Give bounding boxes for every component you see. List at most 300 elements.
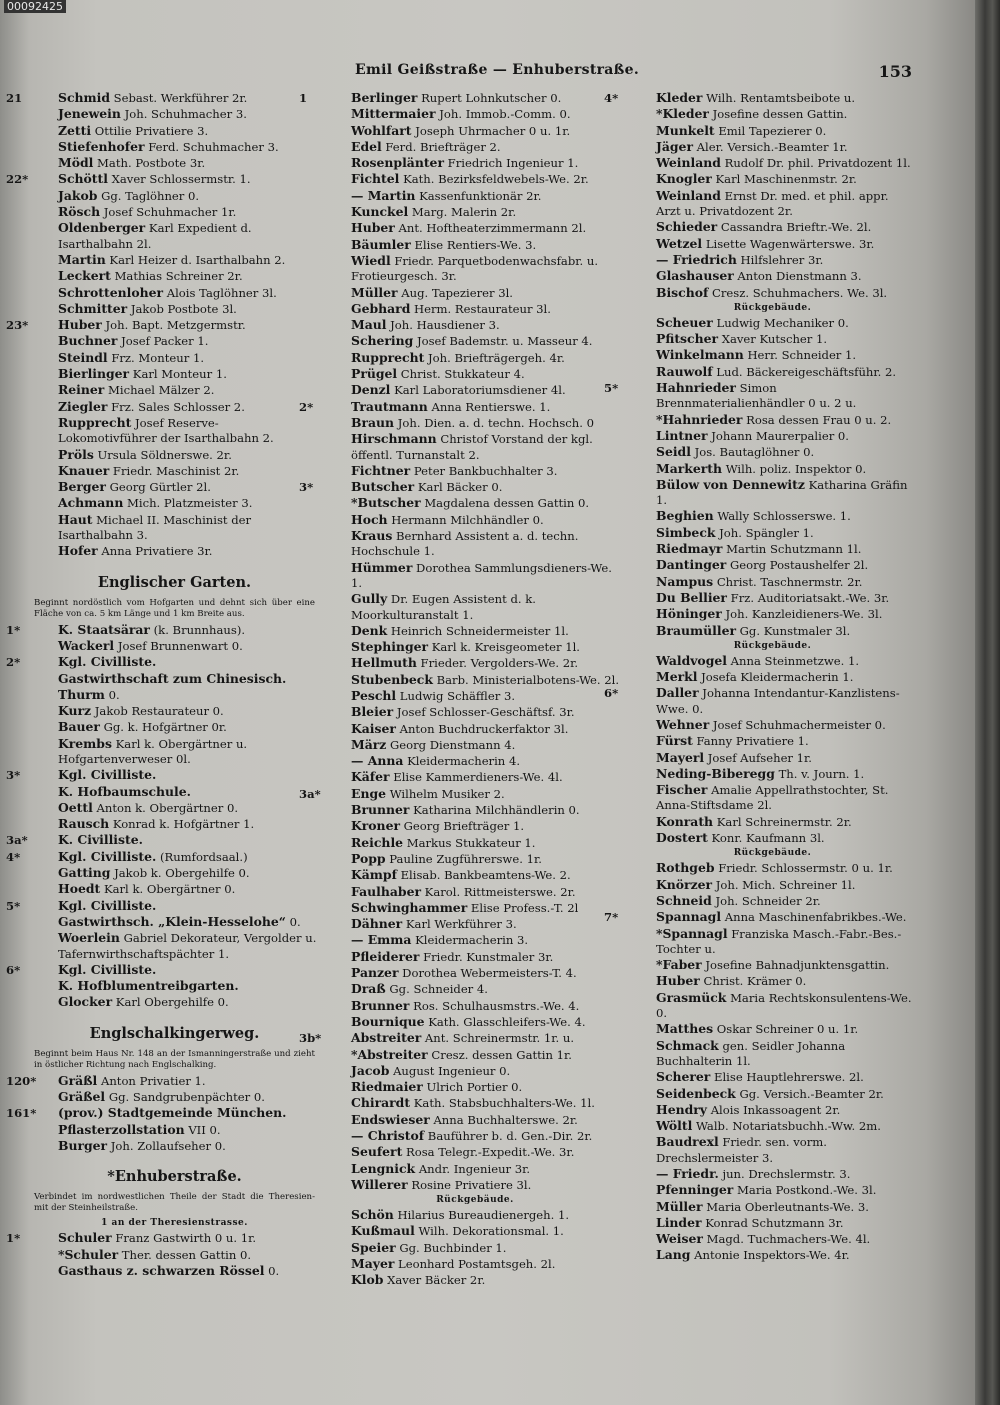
directory-entry xyxy=(32,800,317,816)
directory-entry xyxy=(325,1223,625,1239)
resident-name: — Friedrich xyxy=(656,251,737,267)
resident-name: Schmid xyxy=(58,90,110,105)
resident-details: Kath. Glasschleifers-We. 4. xyxy=(428,1014,586,1029)
directory-entry xyxy=(32,252,317,268)
directory-entry xyxy=(630,508,915,524)
resident-name: Popp xyxy=(351,850,386,866)
resident-name: Rupprecht xyxy=(58,414,132,430)
resident-name: Rothgeb xyxy=(656,860,715,876)
resident-name: Riedmayr xyxy=(656,541,723,557)
directory-entry xyxy=(325,1079,625,1095)
resident-details: Rosa dessen Frau 0 u. 2. xyxy=(746,412,892,427)
resident-details: Anna Rentierswe. 1. xyxy=(431,399,551,414)
directory-entry xyxy=(630,860,915,876)
directory-entry xyxy=(325,204,625,220)
resident-details: Ant. Schreinermstr. 1r. u. xyxy=(424,1031,575,1046)
directory-entry xyxy=(325,737,625,753)
resident-details: Karol. Rittmeisterswe. 2r. xyxy=(424,884,576,899)
resident-name: Gasthaus z. schwarzen Rössel xyxy=(58,1262,265,1278)
directory-entry xyxy=(325,560,625,592)
page-title: Emil Geißstraße — Enhuberstraße. xyxy=(355,62,639,78)
directory-entry xyxy=(6,832,317,848)
directory-entry xyxy=(630,268,915,284)
book-edge xyxy=(975,0,1000,1405)
resident-details: Gg. Buchbinder 1. xyxy=(399,1240,507,1255)
resident-name: Knauer xyxy=(58,462,110,478)
resident-name: Pröls xyxy=(58,446,94,462)
resident-details: Friedr. Maschinist 2r. xyxy=(112,463,240,478)
directory-entry xyxy=(630,412,915,428)
directory-entry xyxy=(32,1122,317,1138)
resident-name: Schön xyxy=(351,1207,394,1223)
resident-name: Kämpf xyxy=(351,867,397,883)
resident-name: Stephinger xyxy=(351,639,429,655)
house-number: 23* xyxy=(6,318,29,333)
resident-details: Xaver Schlossermstr. 1. xyxy=(111,172,251,187)
directory-entry xyxy=(32,719,317,735)
directory-entry xyxy=(6,1105,317,1121)
column-1 xyxy=(6,90,317,1279)
directory-entry xyxy=(630,331,915,347)
resident-name: Speier xyxy=(351,1239,396,1255)
directory-entry xyxy=(630,155,915,171)
resident-name: Bleier xyxy=(351,704,394,720)
resident-details: Georg Briefträger 1. xyxy=(403,819,525,834)
resident-details: Jos. Bautaglöhner 0. xyxy=(694,445,815,460)
directory-entry xyxy=(299,479,625,495)
resident-name: Glashauser xyxy=(656,268,734,284)
directory-entry xyxy=(32,543,317,559)
directory-entry xyxy=(325,106,625,122)
directory-entry xyxy=(299,398,625,415)
directory-entry xyxy=(32,784,317,800)
directory-entry xyxy=(325,1047,625,1063)
directory-entry xyxy=(325,623,625,639)
resident-name: Seidenbeck xyxy=(656,1085,736,1101)
directory-entry xyxy=(604,380,915,412)
resident-name: — Christof xyxy=(351,1128,425,1143)
resident-name: Du Bellier xyxy=(656,589,727,605)
entry-list xyxy=(604,90,915,301)
house-number: 161* xyxy=(6,1106,37,1121)
resident-name: Burger xyxy=(58,1137,108,1153)
directory-entry xyxy=(325,802,625,818)
directory-entry xyxy=(32,415,317,447)
resident-name: Gastwirthschaft zum Chinesisch. Thurm xyxy=(58,670,287,702)
directory-entry xyxy=(630,717,915,733)
resident-name: Oldenberger xyxy=(58,220,146,236)
resident-details: Gg. Versich.-Beamter 2r. xyxy=(739,1086,884,1101)
resident-details: Emil Tapezierer 0. xyxy=(718,123,827,138)
resident-name: Trautmann xyxy=(351,398,428,414)
resident-name: Peschl xyxy=(351,687,397,703)
resident-details: Maria Oberleutnants-We. 3. xyxy=(706,1199,869,1214)
directory-entry xyxy=(325,655,625,671)
resident-details: Christof Vorstand der kgl. öffentl. Turnanstalt 2. xyxy=(351,432,593,462)
resident-name: Seufert xyxy=(351,1144,403,1160)
resident-details: Josefine dessen Gattin. xyxy=(712,107,848,122)
resident-name: Schöttl xyxy=(58,171,108,187)
resident-details: Elise Rentiers-We. 3. xyxy=(414,237,537,252)
resident-details: Amalie Appellrathstochter, St. Anna-Stiftsdame 2l. xyxy=(656,783,889,813)
resident-name: Mittermaier xyxy=(351,106,436,122)
resident-name: Jäger xyxy=(656,138,693,154)
directory-entry xyxy=(325,753,625,769)
resident-name: Fischer xyxy=(656,782,708,798)
resident-name: Kroner xyxy=(351,818,400,834)
directory-entry xyxy=(630,623,915,639)
house-number: 3b* xyxy=(299,1031,322,1046)
directory-entry xyxy=(325,867,625,883)
resident-name: Rösch xyxy=(58,204,101,220)
directory-entry xyxy=(630,926,915,958)
resident-name: *Spannagl xyxy=(656,925,728,941)
resident-details: Gg. Kunstmaler 3l. xyxy=(739,623,851,638)
resident-details: Frz. Sales Schlosser 2. xyxy=(111,399,245,414)
resident-name: Dantinger xyxy=(656,557,727,573)
resident-name: Weinland xyxy=(656,187,721,203)
resident-name: *Faber xyxy=(656,957,702,973)
resident-details: Friedr. Kunstmaler 3r. xyxy=(423,949,554,964)
resident-name: Kraus xyxy=(351,528,393,544)
resident-name: Höninger xyxy=(656,606,722,622)
directory-entry xyxy=(325,835,625,851)
resident-details: Josefine Bahnadjunktensgattin. xyxy=(705,958,890,973)
resident-details: Th. v. Journ. 1. xyxy=(778,766,865,781)
directory-entry xyxy=(32,881,317,897)
resident-name: Schneid xyxy=(656,892,712,908)
directory-entry xyxy=(325,1272,625,1288)
directory-entry xyxy=(630,188,915,220)
directory-entry xyxy=(325,704,625,720)
resident-details: August Ingenieur 0. xyxy=(393,1063,511,1078)
directory-entry xyxy=(6,961,317,978)
directory-entry xyxy=(630,1118,915,1134)
resident-details: Karl Werkführer 3. xyxy=(405,917,517,932)
resident-details: Jakob Restaurateur 0. xyxy=(94,704,224,719)
section-note: Beginnt nordöstlich vom Hofgarten und dehnt sich über eine Fläche von ca. 5 km Länge und 1 km Breite aus. xyxy=(34,597,315,619)
directory-entry xyxy=(630,766,915,782)
resident-details: Antonie Inspektors-We. 4r. xyxy=(694,1248,850,1263)
resident-details: Barb. Ministerialbotens-We. 2l. xyxy=(436,672,620,687)
directory-entry xyxy=(630,1182,915,1198)
directory-entry xyxy=(32,382,317,398)
resident-name: Prügel xyxy=(351,366,398,382)
rear-building-label: Rückgebäude. xyxy=(733,848,812,859)
resident-details: Kleidermacherin 4. xyxy=(407,754,521,769)
resident-details: Johann Maurerpalier 0. xyxy=(711,428,849,443)
resident-details: Konrad k. Hofgärtner 1. xyxy=(112,817,255,832)
directory-entry xyxy=(32,816,317,832)
resident-details: Karl Heizer d. Isarthalbahn 2. xyxy=(109,252,286,267)
section-note: Verbindet im nordwestlichen Theile der Stadt die Theresien- mit der Steinheilstraße. xyxy=(34,1192,315,1214)
resident-details: Heinrich Schneidermeister 1l. xyxy=(390,623,569,638)
resident-name: Bauer xyxy=(58,719,100,735)
resident-details: Mathias Schreiner 2r. xyxy=(114,269,243,284)
directory-entry xyxy=(630,957,915,973)
resident-details: Kassenfunktionär 2r. xyxy=(419,188,542,203)
directory-entry xyxy=(630,106,915,122)
resident-details: Markus Stukkateur 1. xyxy=(406,835,536,850)
resident-details: Elise Profess.-T. 2l xyxy=(470,900,579,915)
resident-details: Hilarius Bureaudienergeh. 1. xyxy=(397,1208,570,1223)
directory-entry xyxy=(630,606,915,622)
directory-entry xyxy=(604,909,915,925)
resident-name: Stubenbeck xyxy=(351,671,433,687)
directory-entry xyxy=(32,495,317,511)
directory-entry xyxy=(630,236,915,252)
directory-entry xyxy=(630,347,915,363)
resident-name: Schrottenloher xyxy=(58,284,164,300)
resident-name: — Friedr. xyxy=(656,1166,719,1181)
resident-details: Ursula Söldnerswe. 2r. xyxy=(97,447,232,462)
resident-name: Pfleiderer xyxy=(351,948,420,964)
resident-name: Seidl xyxy=(656,444,691,460)
resident-details: Ludwig Schäffler 3. xyxy=(399,688,516,703)
resident-details: Kath. Bezirksfeldwebels-We. 2r. xyxy=(403,172,589,187)
resident-details: Lisette Wagenwärterswe. 3r. xyxy=(705,236,875,251)
directory-entry xyxy=(32,978,317,994)
directory-entry xyxy=(32,268,317,284)
resident-name: Berlinger xyxy=(351,90,418,105)
directory-entry xyxy=(299,1030,625,1046)
directory-entry xyxy=(325,1095,625,1111)
directory-entry xyxy=(630,893,915,909)
resident-name: Lang xyxy=(656,1247,691,1263)
directory-entry xyxy=(630,461,915,477)
directory-entry xyxy=(32,463,317,479)
resident-name: Scheuer xyxy=(656,314,713,330)
resident-details: Josef Schuhmacher 1r. xyxy=(103,205,237,220)
directory-entry xyxy=(32,301,317,317)
directory-entry xyxy=(325,1256,625,1272)
resident-details: Rosine Privatiere 3l. xyxy=(411,1177,532,1192)
resident-details: Karl k. Kreisgeometer 1l. xyxy=(431,640,580,655)
directory-entry xyxy=(32,220,317,252)
resident-details: Josef Reserve-Lokomotivführer der Isarthalbahn 2. xyxy=(58,415,274,446)
resident-name: Buchner xyxy=(58,333,118,349)
resident-details: 0. xyxy=(108,687,120,702)
resident-details: Magdalena dessen Gattin 0. xyxy=(424,496,590,511)
directory-entry xyxy=(32,512,317,544)
resident-details: Gg. Schneider 4. xyxy=(389,982,488,997)
resident-name: Merkl xyxy=(656,669,698,685)
resident-details: Gabriel Dekorateur, Vergolder u. Tafernwirthschaftspächter 1. xyxy=(58,931,317,961)
resident-name: Edel xyxy=(351,138,382,154)
directory-entry xyxy=(325,721,625,737)
resident-details: Wally Schlosserswe. 1. xyxy=(717,509,851,524)
directory-entry xyxy=(6,171,317,187)
resident-details: Ros. Schulhausmstrs.-We. 4. xyxy=(413,998,580,1013)
resident-name: Winkelmann xyxy=(656,347,744,363)
directory-entry xyxy=(325,769,625,785)
resident-name: Braun xyxy=(351,414,395,430)
resident-details: Martin Schutzmann 1l. xyxy=(726,542,862,557)
directory-entry xyxy=(325,1161,625,1177)
resident-details: Friedrich Ingenieur 1. xyxy=(447,156,579,171)
resident-name: Kurz xyxy=(58,703,92,719)
resident-name: Rausch xyxy=(58,816,110,832)
directory-entry xyxy=(32,479,317,495)
house-number: 1 xyxy=(299,91,308,105)
resident-name: Schuler xyxy=(58,1230,112,1246)
directory-entry xyxy=(325,139,625,155)
resident-name: Schmack xyxy=(656,1037,719,1053)
resident-name: Kunckel xyxy=(351,204,409,220)
directory-entry xyxy=(32,350,317,366)
resident-name: Rauwolf xyxy=(656,363,713,379)
column-2 xyxy=(299,90,625,1289)
directory-entry xyxy=(325,1014,625,1030)
resident-name: Markerth xyxy=(656,460,723,476)
directory-entry xyxy=(325,1240,625,1256)
directory-entry xyxy=(604,685,915,717)
resident-details: Franz Gastwirth 0 u. 1r. xyxy=(115,1231,257,1246)
resident-details: Sebast. Werkführer 2r. xyxy=(113,91,248,105)
resident-name: Mayerl xyxy=(656,749,705,765)
resident-name: Daller xyxy=(656,685,699,701)
resident-name: Rosenplänter xyxy=(351,155,444,171)
resident-name: Hirschmann xyxy=(351,431,437,447)
house-number: 1* xyxy=(6,622,21,637)
resident-details: Josef Aufseher 1r. xyxy=(707,750,812,765)
resident-details: Alois Inkassoagent 2r. xyxy=(710,1102,841,1117)
directory-entry xyxy=(630,574,915,590)
resident-name: Bierlinger xyxy=(58,366,130,382)
resident-details: Joh. Mich. Schreiner 1l. xyxy=(715,877,856,892)
resident-name: Müller xyxy=(656,1198,703,1214)
directory-entry xyxy=(630,219,915,235)
directory-entry xyxy=(32,865,317,881)
directory-entry xyxy=(630,877,915,893)
rear-building-label: Rückgebäude. xyxy=(733,302,812,313)
page-number: 153 xyxy=(878,62,912,81)
directory-entry xyxy=(325,220,625,236)
resident-name: Enge xyxy=(351,785,386,801)
resident-name: Leckert xyxy=(58,268,111,284)
house-number: 3* xyxy=(6,768,21,783)
resident-details: Karl Monteur 1. xyxy=(132,367,227,382)
directory-entry xyxy=(6,621,317,638)
house-number: 120* xyxy=(6,1073,37,1088)
resident-details: Konrad Schutzmann 3r. xyxy=(705,1215,844,1230)
resident-details: Elise Kammerdieners-We. 4l. xyxy=(393,770,563,785)
resident-name: Pflasterzollstation xyxy=(58,1121,185,1137)
resident-details: VII 0. xyxy=(188,1122,221,1137)
section-title: Englschalkingerweg. xyxy=(89,1024,260,1042)
directory-entry xyxy=(630,1021,915,1037)
directory-entry xyxy=(32,1089,317,1105)
directory-entry xyxy=(32,123,317,139)
directory-entry xyxy=(32,994,317,1010)
resident-details: Rudolf Dr. phil. Privatdozent 1l. xyxy=(724,156,911,171)
directory-entry xyxy=(325,998,625,1014)
resident-details: Ther. dessen Gattin 0. xyxy=(121,1247,252,1262)
directory-entry xyxy=(630,364,915,380)
directory-entry xyxy=(630,782,915,814)
resident-name: Berger xyxy=(58,479,106,495)
resident-details: Karl Laboratoriumsdiener 4l. xyxy=(394,383,566,398)
resident-name: Gräßel xyxy=(58,1089,106,1105)
resident-name: K. Civilliste. xyxy=(58,832,143,848)
directory-entry xyxy=(325,639,625,655)
directory-entry xyxy=(325,851,625,867)
resident-name: Schering xyxy=(351,333,414,349)
resident-name: K. Hofblumentreibgarten. xyxy=(58,978,239,994)
resident-name: Käfer xyxy=(351,769,390,785)
resident-details: Cresz. Schuhmachers. We. 3l. xyxy=(712,285,888,300)
entry-list xyxy=(604,860,915,1263)
resident-name: Glocker xyxy=(58,994,113,1010)
resident-name: Beghien xyxy=(656,508,714,524)
resident-details: Maria Rechtskonsulentens-We. 0. xyxy=(656,990,912,1021)
resident-name: Kgl. Civilliste. xyxy=(58,897,157,913)
house-number: 22* xyxy=(6,172,29,187)
resident-name: Grasmück xyxy=(656,989,727,1005)
house-number: 5* xyxy=(604,381,619,396)
house-number: 2* xyxy=(299,399,314,414)
resident-name: Krembs xyxy=(58,735,112,751)
resident-details: Frieder. Vergolders-We. 2r. xyxy=(420,656,579,671)
resident-name: (prov.) Stadtgemeinde München. xyxy=(58,1105,287,1121)
resident-name: Kgl. Civilliste. xyxy=(58,961,157,977)
directory-entry xyxy=(630,541,915,557)
resident-details: Joh. Spängler 1. xyxy=(719,525,814,540)
resident-name: Hoch xyxy=(351,511,388,527)
resident-details: Kleidermacherin 3. xyxy=(415,933,529,948)
directory-entry xyxy=(299,785,625,802)
resident-details: Josef Bademstr. u. Masseur 4. xyxy=(416,334,593,349)
resident-name: Huber xyxy=(656,973,700,989)
directory-entry xyxy=(325,1128,625,1144)
resident-details: Math. Postbote 3r. xyxy=(97,156,206,171)
resident-details: Christ. Krämer 0. xyxy=(703,974,807,989)
resident-details: Magd. Tuchmachers-We. 4l. xyxy=(706,1232,871,1247)
resident-details: Herm. Restaurateur 3l. xyxy=(414,301,551,316)
resident-details: Joh. Schuhmacher 3. xyxy=(124,107,247,122)
resident-name: Schieder xyxy=(656,219,718,235)
resident-details: Ludwig Mechaniker 0. xyxy=(716,315,849,330)
house-number: 4* xyxy=(604,91,619,105)
resident-details: Jakob Postbote 3l. xyxy=(130,301,237,316)
resident-name: Bülow von Dennewitz xyxy=(656,476,805,492)
directory-entry xyxy=(630,123,915,139)
directory-entry xyxy=(325,366,625,382)
entry-list xyxy=(604,652,915,847)
resident-name: Gatting xyxy=(58,865,111,881)
resident-name: Wöltl xyxy=(656,1118,693,1134)
resident-name: Waldvogel xyxy=(656,652,727,668)
directory-entry xyxy=(630,1166,915,1182)
resident-name: Haut xyxy=(58,511,93,527)
scan-id: 00092425 xyxy=(4,0,66,13)
resident-details: Bernhard Assistent a. d. techn. Hochschule 1. xyxy=(351,529,579,559)
directory-entry xyxy=(630,1231,915,1247)
resident-name: Reichle xyxy=(351,834,404,850)
resident-name: Hellmuth xyxy=(351,655,417,671)
column-3 xyxy=(604,90,915,1264)
section-title: Englischer Garten. xyxy=(97,573,252,591)
resident-name: Achmann xyxy=(58,495,124,511)
directory-entry xyxy=(32,204,317,220)
resident-details: Dorothea Sammlungsdieners-We. 1. xyxy=(351,560,612,590)
entry-list xyxy=(604,314,915,639)
directory-entry xyxy=(325,512,625,528)
house-number: 5* xyxy=(6,898,21,913)
resident-details: Joh. Kanzleidieners-We. 3l. xyxy=(725,607,883,622)
resident-details: Simon Brennmaterialienhändler 0 u. 2 u. xyxy=(656,381,857,411)
resident-details: Wilhelm Musiker 2. xyxy=(389,786,505,801)
